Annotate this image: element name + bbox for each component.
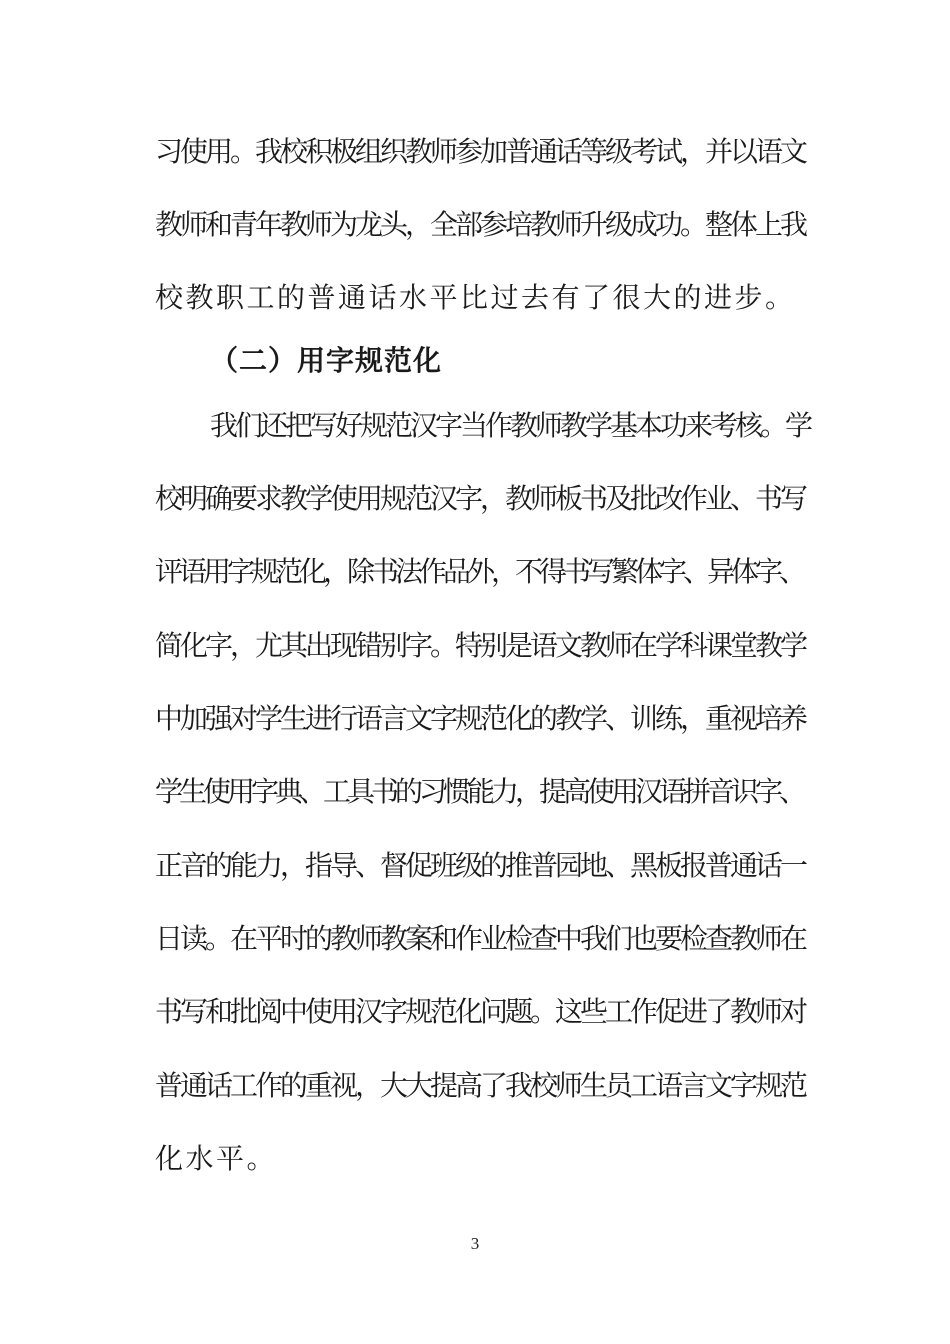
text-line: 普通话工作的重视，大大提高了我校师生员工语言文字规范 — [155, 1069, 806, 1102]
text-line: 正音的能力，指导、督促班级的推普园地、黑板报普通话一 — [155, 849, 806, 882]
text-line: 中加强对学生进行语言文字规范化的教学、训练，重视培养 — [155, 702, 806, 735]
text-line: 日读。在平时的教师教案和作业检查中我们也要检查教师在 — [155, 922, 806, 955]
text-line: 学生使用字典、工具书的习惯能力，提高使用汉语拼音识字、 — [155, 775, 804, 808]
text-line: 化水平。 — [155, 1142, 278, 1175]
section-heading: （二）用字规范化 — [210, 344, 443, 377]
text-line: 我们还把写好规范汉字当作教师教学基本功来考核。学 — [210, 409, 811, 442]
text-line: 书写和批阅中使用汉字规范化问题。这些工作促进了教师对 — [155, 995, 806, 1028]
text-line: 校明确要求教学使用规范汉字，教师板书及批改作业、书写 — [155, 482, 806, 515]
text-line: 习使用。我校积极组织教师参加普通话等级考试，并以语文 — [155, 135, 806, 168]
page-number: 3 — [470, 1234, 480, 1253]
text-line: 校教职工的普通话水平比过去有了很大的进步。 — [155, 281, 796, 314]
text-line: 教师和青年教师为龙头，全部参培教师升级成功。整体上我 — [155, 208, 806, 241]
text-line: 简化字，尤其出现错别字。特别是语文教师在学科课堂教学 — [155, 629, 806, 662]
text-line: 评语用字规范化，除书法作品外，不得书写繁体字、异体字、 — [155, 555, 804, 588]
